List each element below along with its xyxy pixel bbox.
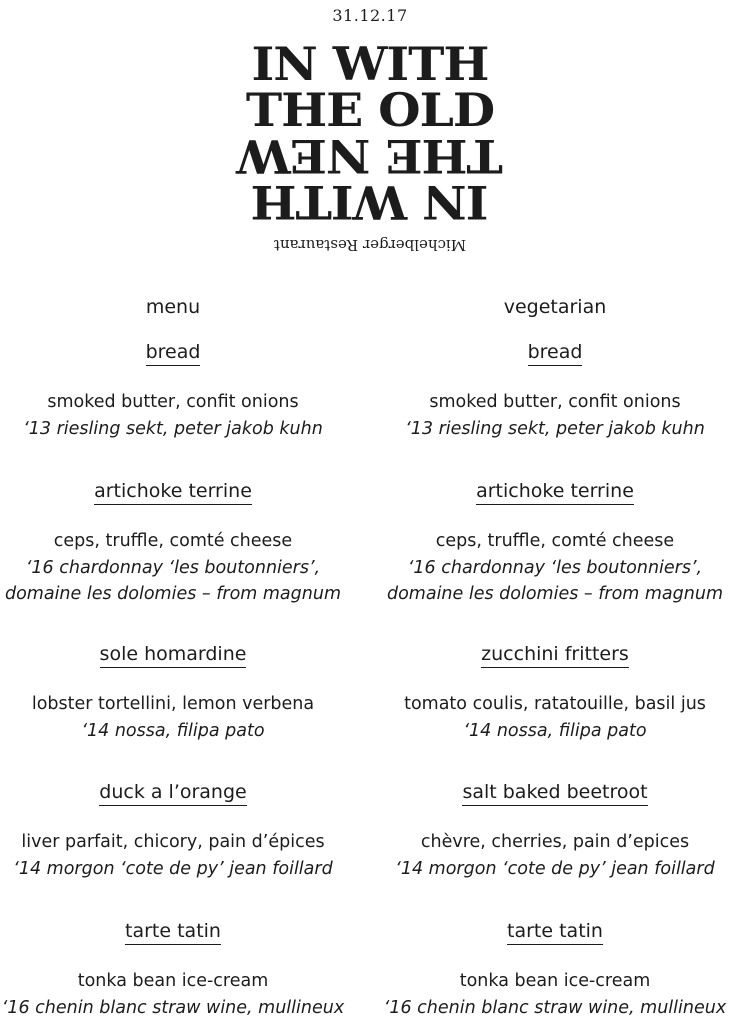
course-dish: chèvre, cherries, pain d’epices	[420, 832, 690, 852]
course-title: artichoke terrine	[94, 479, 252, 505]
course-wine: ‘13 riesling sekt, peter jakob kuhn	[405, 419, 705, 439]
course-title: salt baked beetroot	[462, 780, 647, 806]
course	[370, 642, 740, 744]
course-dish: smoked butter, confit onions	[429, 392, 681, 412]
course	[370, 919, 740, 1021]
course-wine: ‘16 chenin blanc straw wine, mullineux	[383, 998, 727, 1018]
course	[0, 780, 358, 882]
course-wine: ‘16 chenin blanc straw wine, mullineux	[1, 998, 345, 1018]
restaurant-name-inverted: Michelberger Restaurant	[273, 236, 467, 254]
course-dish: ceps, truffle, comté cheese	[435, 531, 675, 551]
course-wine: ‘13 riesling sekt, peter jakob kuhn	[23, 419, 323, 439]
course	[370, 780, 740, 882]
course-wine: ‘14 morgon ‘cote de py’ jean foillard	[395, 859, 715, 879]
course-dish: smoked butter, confit onions	[47, 392, 299, 412]
course-dish: lobster tortellini, lemon verbena	[31, 694, 315, 714]
title-line-1: IN WITH	[251, 37, 489, 91]
course-wine: ‘16 chardonnay ‘les boutonniers’,	[25, 558, 321, 578]
course-wine: ‘14 nossa, filipa pato	[81, 721, 265, 741]
course-wine: ‘16 chardonnay ‘les boutonniers’,	[407, 558, 703, 578]
menu-column	[0, 0, 358, 1030]
course-title: tarte tatin	[125, 919, 221, 945]
course	[0, 919, 358, 1021]
course	[370, 340, 740, 442]
vegetarian-column	[370, 0, 740, 1030]
course-title: zucchini fritters	[481, 642, 629, 668]
course-title: bread	[528, 340, 583, 366]
column-heading: menu	[145, 296, 201, 318]
course-wine-line-2: domaine les dolomies – from magnum	[4, 584, 341, 604]
course	[0, 340, 358, 442]
course-wine: ‘14 morgon ‘cote de py’ jean foillard	[13, 859, 333, 879]
course-title: sole homardine	[100, 642, 247, 668]
column-heading: vegetarian	[503, 296, 607, 318]
course-title: duck a l’orange	[99, 780, 246, 806]
course-dish: tomato coulis, ratatouille, basil jus	[404, 694, 706, 714]
course-dish: liver parfait, chicory, pain d’épices	[21, 832, 325, 852]
course-title: bread	[146, 340, 201, 366]
title-line-2: THE OLD	[245, 83, 495, 137]
course-wine: ‘14 nossa, filipa pato	[463, 721, 647, 741]
course-title: artichoke terrine	[476, 479, 634, 505]
menu-date: 31.12.17	[332, 6, 408, 25]
course	[0, 642, 358, 744]
course	[0, 479, 358, 607]
title-line-4-inverted: IN WITH	[251, 175, 489, 229]
title-line-3-inverted: THE NEW	[237, 129, 503, 183]
course-title: tarte tatin	[507, 919, 603, 945]
course-wine-line-2: domaine les dolomies – from magnum	[386, 584, 723, 604]
course-dish: tonka bean ice-cream	[77, 971, 269, 991]
course-dish: ceps, truffle, comté cheese	[53, 531, 293, 551]
course-dish: tonka bean ice-cream	[459, 971, 651, 991]
course	[370, 479, 740, 607]
